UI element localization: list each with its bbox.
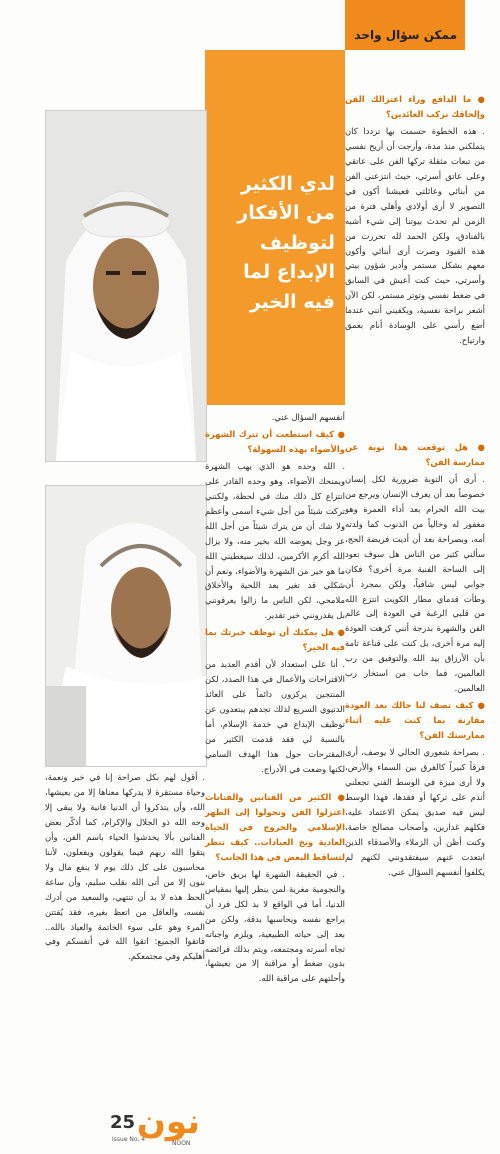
question: ● كيف استطعت أن تترك الشهرة والأضواء بهذه السهولة؟: [205, 428, 345, 454]
question: ● هل توقعت هذا توبة عن ممارسة الفن؟: [345, 442, 485, 467]
column-middle: [205, 410, 345, 779]
answer: . بصراحة شعوري الحالي لا يوصف، أرى فرقاً كبيراً كالفرق بين السماء والأرض، ولا أرى ميزة في الوسط الفني تجعلني أندم على تركها أو فقدها، فهذا الوسط ليس فيه صديق يمكن الاعتماد عليه، فكلهم غدارين، وأصحاب مصالح خاصة، وكنت أظن أن الزملاء والأصدقاء الذين ابتعدت عنهم سيفتقدونني لكنهم لم يكلفوا أنفسهم السؤال عني.: [345, 747, 485, 877]
question: ● كيف تصف لنا حالك بعد العودة مقارنة بما كنت عليه أثناء ممارستك الفن؟: [345, 700, 485, 741]
magazine-logo: نون: [136, 1102, 200, 1142]
answer: . أرى أن التوبة ضرورية لكل إنسان خصوصاً بعد أن يعرف الإنسان ويرجع من بيت الله الحرام بعد أداء العمرة وهو مغفور له وخالياً من الذنوب كما ولدته أمه، وبصراحة بعد أن أديت فريضة الحج، سألني كثير من الناس هل سوف تعود إلى الساحة الفنية مرة أخرى؟ فكان جوابي ليس شافياً، ولكن بمجرد أن وطأت قدماي مطار الكويت انتزع الله من قلبي الرغبة في العودة إلى عالم الفن والشهرة بدرجة أنني كرهت العودة إليه مرة أخرى، بل كنت على قناعة تامة بأن الأرزاق بيد الله والتوفيق من رب العالمين، فما خاب من استخار رب العالمين.: [345, 473, 485, 694]
column-middle-lower: [205, 790, 345, 988]
issue-number: Issue No. 4: [112, 1136, 146, 1143]
answer: . أنا على استعداد لأن أقدم العديد من الاقتراحات والأعمال في هذا الصدد، لكن المنتجين يركزون دائماً على العائد الدنيوي السريع لذلك تجدهم يبتعدون عن توظيف الإبداع في خدمة الإسلام، أما بالنسبة لي فقد قدمت الكثير من المقترحات حول هذا الهدف السامي لكنها وضعت في الأدراج.: [205, 659, 345, 774]
section-header: [345, 0, 465, 50]
answer: . أقول لهم بكل صراحة إنا في خير ونعمة، وحياة مستقرة لا يدركها معناها إلا من يعيشها، الله، وأن يتذكروا أن الدنيا فانية ولا يبقى إلا وجه الله ذو الجلال والإكرام، كما أذكّر بعض الفنانين بألا يخدشوا الحياء باسم الفن، وأن يتقوا الله ربهم فيما يقولون ويفعلون، لأننا محاسبون على كل ذلك يوم لا ينفع مال ولا بنون إلا من أتى الله بقلب سليم، وأن ساعة الحظ هذه لا بد أن تنتهي، والسعيد من أدرك نفسه، والعاقل من اتعظ بغيره، فقد يُفتتن المرء وهو على سوء الخاتمة والعياذ بالله.. فاتقوا الجميع: اتقوا الله في أنفسكم وفي أهليكم وفي مجتمعكم.: [45, 772, 205, 962]
answer: . في الحقيقة الشهرة لها بريق خاص، والنجومية مغرية لمن ينظر إليها بمقياس الدنيا، أما في الواقع لا بد لكل فرد أن يراجع نفسه ويحاسبها بدقة، ولكن من بعد إلى حياته الطبيعية، ويلزم واجباته تجاه أسرته ومجتمعه، ويتم بذلك فرائضه بدون ضغط أو مراقبة إلا من يعيشها، وأحلتهم على مراقبة الله.: [205, 868, 345, 984]
magazine-sub-logo: NOON: [172, 1140, 191, 1147]
question: ● الكثير من الفنانين والفنانات اعتزلوا الفن وتحولوا إلى الطهر الإسلامي والخروج في الحياة العادية وبخ العبادات.. كيف تنظر لتساقط البعض في هذا الجانب؟: [205, 792, 345, 862]
title-box: [205, 50, 345, 405]
answer: . الله وحده هو الذي يهب الشهرة ويمنحك الأضواء، وهو وحده القادر على انتزاع كل ذلك منك في لحظة، ولكنني تركت شيئاً من أجل شيء أسمى وأعظم ولا شك أن من يترك شيئاً من أجل الله عز وجل يعوضه الله بخير منه، ولا يزال الله أكرم الأكرمين، لذلك سيعطيني الله ما هو خير من الشهرة والأضواء، ونعم أن شكلي قد تغير بعد اللحية والأخلاق ملامحي، لكن الناس ما زالوا يعرفونني بل يقدرونني خير تقدير.: [205, 460, 345, 621]
column-right-lower: [345, 440, 485, 882]
column-left: [45, 770, 205, 1100]
answer: . هذه الخطوة حسمت بها ترددا كان يتملكني منذ مدة، وأرجت أن أريح نفسي من تبعات مثقلة تركها الفن على عاتقي وعلى عاتق أسرتي، حيث انتزعني الفن من أبنائي وعائلتي فعيشنا أكون في التصوير لا أرى أولادي وأهلي فترة من الزمن لم تحدث بيوتنا إلى شيء أشبه بالفنادق، ولكن الحمد لله تحررت من هذه القيود وصرت أرى أبنائي وأكون معهم بشكل مستمر وأدير شؤون بيتي وأسرتي، حيث كنت أعيش في السابق في ضغط نفسي وتوتر مستمر، لكن الآن أشعر براحة نفسية، ويكفيني أنني عندما أضع رأسي على الوسادة أنام بعمق وارتياح.: [345, 125, 485, 346]
section-header-label: ممكن سؤال واحد: [354, 28, 457, 42]
portrait-photo-2: [45, 485, 207, 767]
article-title: لدي الكثير من الأفكار لتوظيف الإبداع لما فيه الخير: [237, 173, 335, 313]
page-number: 25: [110, 1112, 136, 1133]
column-right: [345, 92, 485, 350]
question: ● هل يمكنك أن توظف خبرتك بما فيه الخير؟: [205, 627, 345, 653]
answer: أنفسهم السؤال عني.: [271, 412, 345, 422]
question: ● ما الدافع وراء اعتزالك الفن وإلحاقك بركب العائدين؟: [345, 94, 485, 119]
portrait-photo-1: [45, 110, 207, 462]
